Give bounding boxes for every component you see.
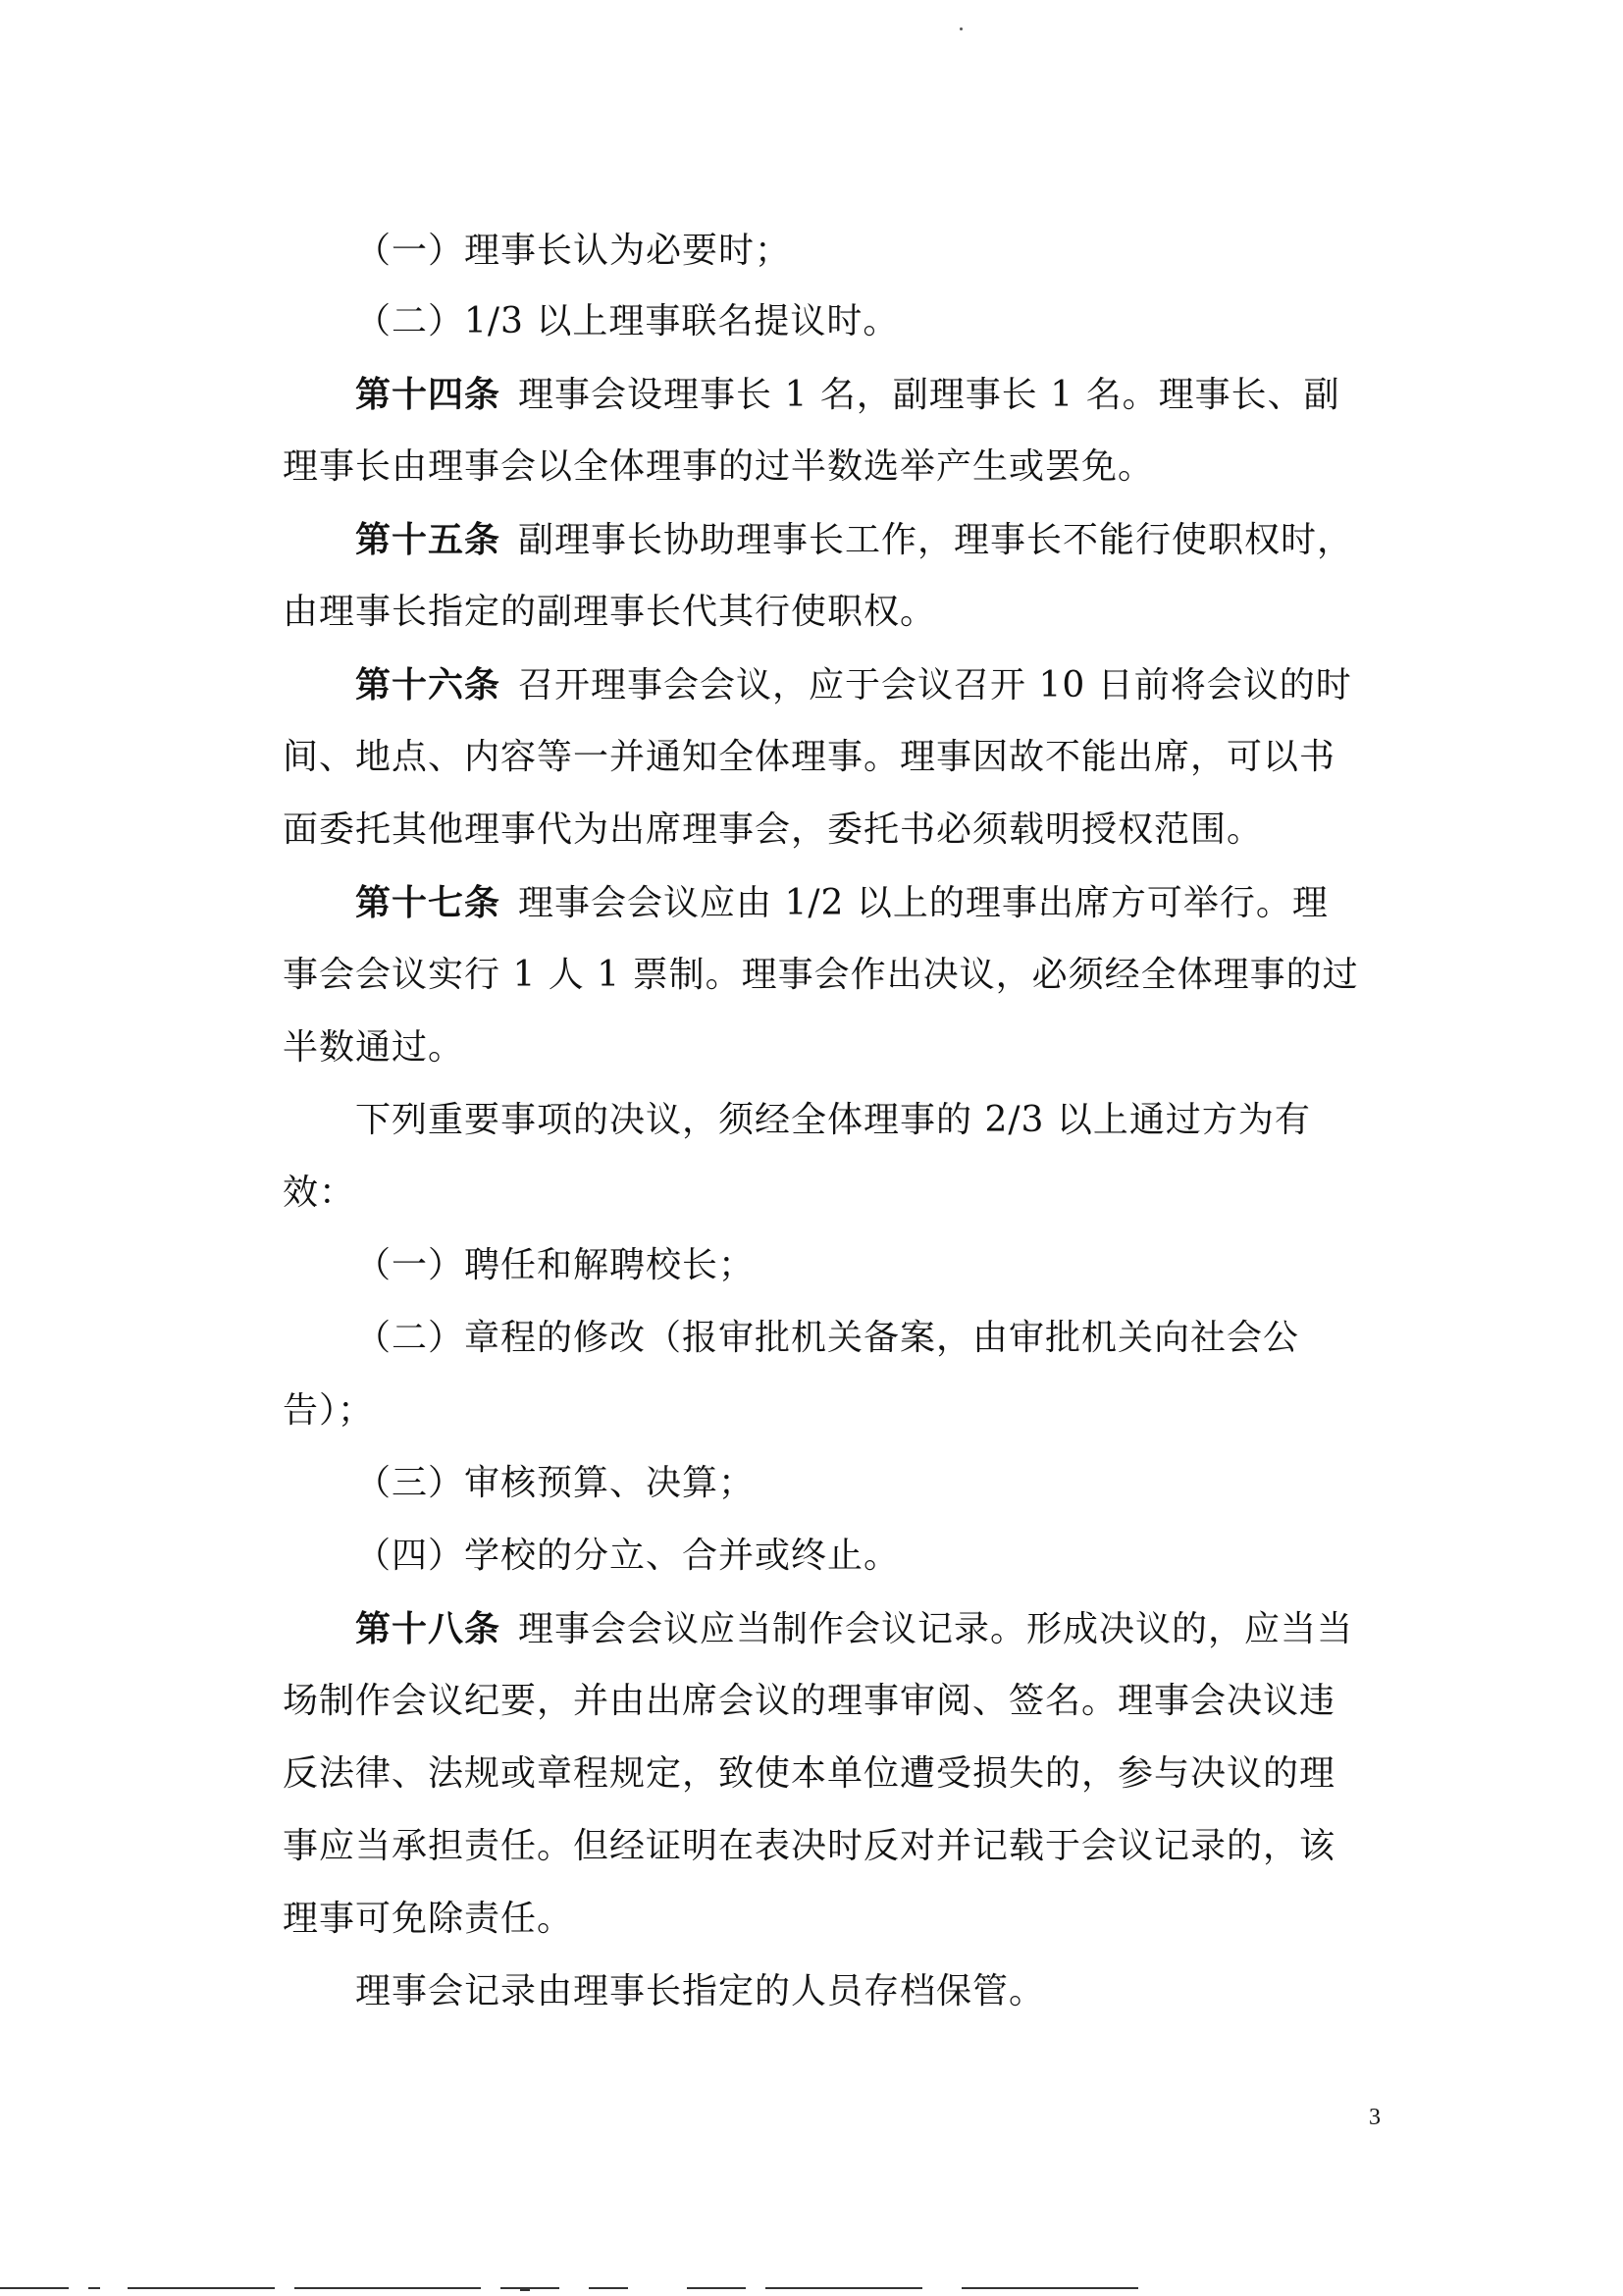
article-16-heading: 第十六条 <box>355 664 501 705</box>
clause-line: （二）章程的修改（报审批机关备案，由审批机关向社会公 <box>355 1318 1300 1358</box>
paragraph-line: 效： <box>283 1173 356 1213</box>
paragraph-line: 告）； <box>283 1390 375 1431</box>
article-15-heading: 第十五条 <box>355 519 501 560</box>
paragraph-line: 反法律、法规或章程规定，致使本单位遭受损失的，参与决议的理 <box>283 1753 1336 1794</box>
paragraph-line: 间、地点、内容等一并通知全体理事。理事因故不能出席，可以书 <box>283 737 1336 777</box>
paragraph-line: 下列重要事项的决议，须经全体理事的 2/3 以上通过方为有 <box>355 1100 1311 1140</box>
clause-line: （二）1/3 以上理事联名提议时。 <box>355 301 900 341</box>
paragraph-line: 事应当承担责任。但经证明在表决时反对并记载于会议记录的，该 <box>283 1826 1336 1866</box>
clause-line: （一）理事长认为必要时； <box>355 231 792 271</box>
article-14-line: 第十四条 理事会设理事长 1 名，副理事长 1 名。理事长、副 <box>355 374 1340 415</box>
article-14-heading: 第十四条 <box>355 374 501 415</box>
paragraph-line: 理事长由理事会以全体理事的过半数选举产生或罢免。 <box>283 446 1155 487</box>
paragraph-line: 由理事长指定的副理事长代其行使职权。 <box>283 592 937 632</box>
scan-artifact-strip <box>0 2287 1623 2291</box>
paragraph-line: 理事可免除责任。 <box>283 1899 574 1939</box>
paragraph-line: 场制作会议纪要，并由出席会议的理事审阅、签名。理事会决议违 <box>283 1681 1336 1721</box>
clause-line: （三）审核预算、决算； <box>355 1463 756 1503</box>
page-number: 3 <box>1369 2105 1381 2130</box>
article-18-heading: 第十八条 <box>355 1608 501 1649</box>
article-18-line: 第十八条 理事会会议应当制作会议记录。形成决议的，应当当 <box>355 1608 1354 1649</box>
paragraph-line: 事会会议实行 1 人 1 票制。理事会作出决议，必须经全体理事的过 <box>283 955 1359 995</box>
paragraph-line: 半数通过。 <box>283 1027 465 1068</box>
article-15-line: 第十五条 副理事长协助理事长工作，理事长不能行使职权时， <box>355 519 1354 560</box>
paragraph-line: 面委托其他理事代为出席理事会，委托书必须载明授权范围。 <box>283 809 1264 850</box>
article-17-heading: 第十七条 <box>355 882 501 923</box>
scan-artifact-dot <box>960 27 963 30</box>
article-16-line: 第十六条 召开理事会会议，应于会议召开 10 日前将会议的时 <box>355 664 1352 705</box>
paragraph-line: 理事会记录由理事长指定的人员存档保管。 <box>355 1971 1046 2011</box>
clause-line: （四）学校的分立、合并或终止。 <box>355 1536 901 1576</box>
clause-line: （一）聘任和解聘校长； <box>355 1245 756 1285</box>
article-17-line: 第十七条 理事会会议应由 1/2 以上的理事出席方可举行。理 <box>355 882 1329 923</box>
